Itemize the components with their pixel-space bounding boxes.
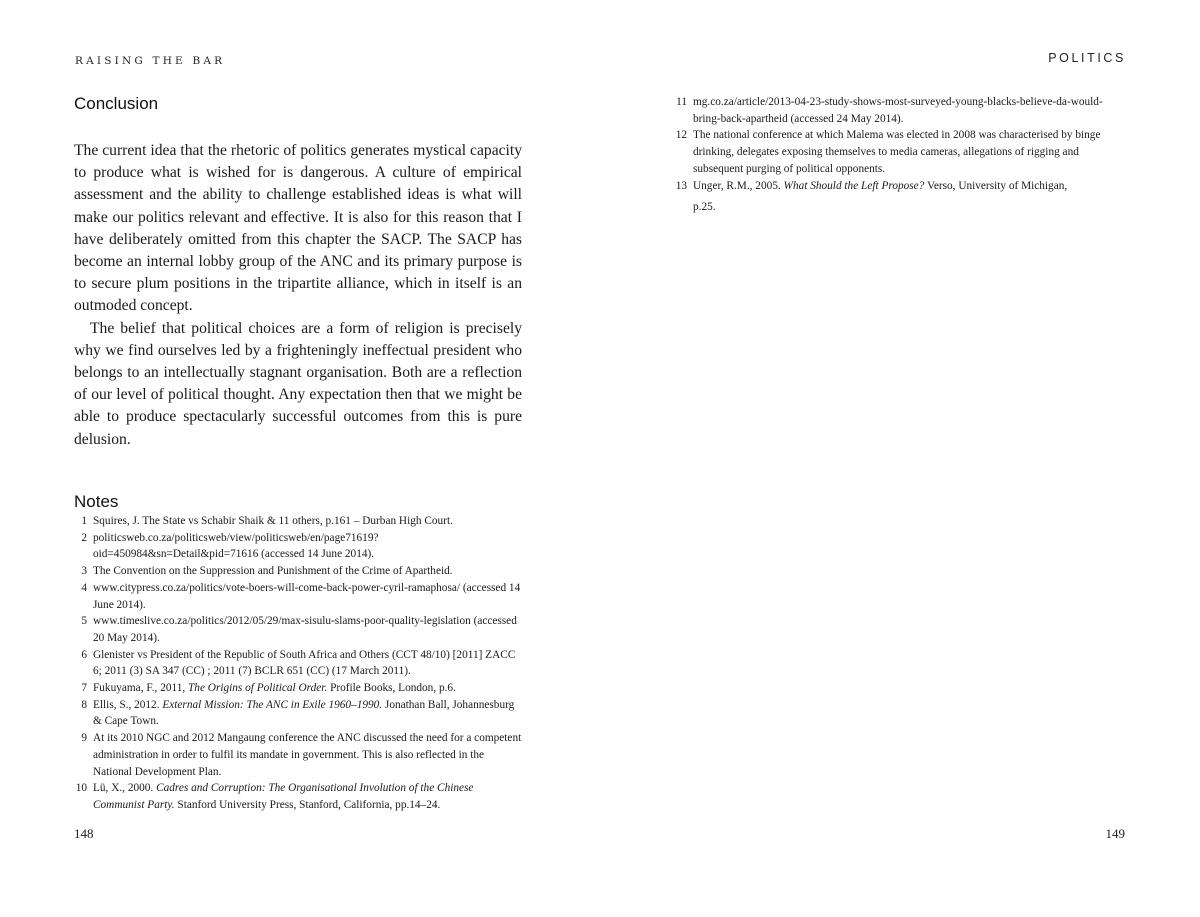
note-item bbox=[74, 513, 522, 530]
note-item bbox=[74, 730, 522, 780]
note-item bbox=[674, 127, 1124, 177]
page-number-right: 149 bbox=[1105, 826, 1125, 841]
running-head-left: RAISING THE BAR bbox=[75, 55, 226, 67]
notes-heading: Notes bbox=[74, 492, 119, 511]
paragraph: The belief that political choices are a form of religion is precisely why we find ourselves led by a frighteningly ineffectual president who belongs to an intellectually stagnant organisation. Both are a reflection of our level of political thought. Any expectation then that we might be able to produce spectacularly successful outcomes from this is pure delusion. bbox=[74, 319, 522, 448]
running-head-right: POLITICS bbox=[1048, 51, 1126, 65]
note-text: Fukuyama, F., 2011, The Origins of Political Order. Profile Books, London, p.6. bbox=[93, 682, 456, 695]
note-number: 12 bbox=[675, 129, 687, 142]
note-item bbox=[674, 178, 1124, 216]
page-number-left: 148 bbox=[74, 826, 94, 841]
notes-list-left bbox=[74, 513, 522, 814]
note-text: Ellis, S., 2012. External Mission: The ANC in Exile 1960–1990. Jonathan Ball, Johannesburg & Cape Town. bbox=[93, 698, 515, 728]
note-number: 7 bbox=[81, 682, 87, 695]
notes-list-right bbox=[674, 94, 1124, 216]
note-text: www.timeslive.co.za/politics/2012/05/29/max-sisulu-slams-poor-quality-legislation (accessed 20 May 2014). bbox=[93, 615, 517, 644]
note-text: The Convention on the Suppression and Punishment of the Crime of Apartheid. bbox=[93, 565, 453, 578]
conclusion-heading: Conclusion bbox=[74, 94, 159, 113]
note-text: mg.co.za/article/2013-04-23-study-shows-most-surveyed-young-blacks-believe-da-would-bring-back-apartheid (accessed 24 May 2014). bbox=[693, 96, 1103, 125]
book-title: Cadres and Corruption: The Organisational Involution of the Chinese Communist Party. bbox=[93, 782, 474, 811]
paragraph: The current idea that the rhetoric of politics generates mystical capacity to produce what is wished for is dangerous. A culture of empirical assessment and the ability to challenge established ideas is what will make our politics relevant and effective. It is also for this reason that I have deliberately omitted from this chapter the SACP. The SACP has become an internal lobby group of the ANC and its primary purpose is to secure plum positions in the tripartite alliance, which in itself is an outmoded concept. bbox=[74, 142, 522, 315]
note-number: 5 bbox=[81, 615, 87, 628]
note-item bbox=[74, 647, 522, 680]
note-item bbox=[74, 530, 522, 563]
note-number: 8 bbox=[81, 698, 87, 711]
note-number: 4 bbox=[81, 581, 87, 594]
note-text: Glenister vs President of the Republic of South Africa and Others (CCT 48/10) [2011] ZACC 6; 2011 (3) SA 347 (CC) ; 2011 (7) BCLR 651 (CC) (17 March 2011). bbox=[93, 648, 516, 678]
note-item bbox=[74, 680, 522, 697]
note-text: Lü, X., 2000. Cadres and Corruption: The Organisational Involution of the Chinese Communist Party. Stanford University Press, Stanford, California, pp.14–24. bbox=[93, 782, 474, 811]
note-text: www.citypress.co.za/politics/vote-boers-will-come-back-power-cyril-ramaphosa/ (accessed 14 June 2014). bbox=[93, 581, 521, 611]
note-item bbox=[74, 697, 522, 730]
note-item bbox=[74, 563, 522, 580]
note-item bbox=[674, 94, 1124, 127]
note-item bbox=[74, 780, 522, 813]
note-page-ref: p.25. bbox=[693, 201, 716, 214]
note-number: 2 bbox=[81, 531, 87, 544]
note-text: Unger, R.M., 2005. What Should the Left Propose? Verso, University of Michigan, p.25. bbox=[693, 178, 1124, 216]
note-number: 11 bbox=[676, 96, 687, 108]
note-number: 13 bbox=[675, 179, 687, 192]
book-title: The Origins of Political Order. bbox=[188, 682, 328, 695]
note-number: 1 bbox=[81, 515, 87, 527]
book-title: What Should the Left Propose? bbox=[783, 179, 925, 192]
note-number: 3 bbox=[81, 565, 87, 578]
note-item bbox=[74, 613, 522, 646]
book-title: External Mission: The ANC in Exile 1960–1990. bbox=[162, 698, 383, 711]
note-text: Squires, J. The State vs Schabir Shaik & 11 others, p.161 – Durban High Court. bbox=[93, 515, 453, 527]
note-item bbox=[74, 580, 522, 613]
note-text: The national conference at which Malema was elected in 2008 was characterised by binge drinking, delegates exposing themselves to media cameras, allegations of rigging and subsequent purging of political opponents. bbox=[693, 129, 1101, 175]
note-number: 9 bbox=[81, 732, 87, 745]
conclusion-body bbox=[74, 140, 522, 451]
note-text: At its 2010 NGC and 2012 Mangaung conference the ANC discussed the need for a competent administration in order to fulfil its mandate in government. This is also reflected in the National Development Plan. bbox=[93, 732, 522, 778]
note-text: politicsweb.co.za/politicsweb/view/politicsweb/en/page71619?oid=450984&sn=Detail&pid=71616 (accessed 14 June 2014). bbox=[93, 531, 379, 561]
note-number: 10 bbox=[75, 782, 87, 795]
note-number: 6 bbox=[81, 648, 87, 661]
